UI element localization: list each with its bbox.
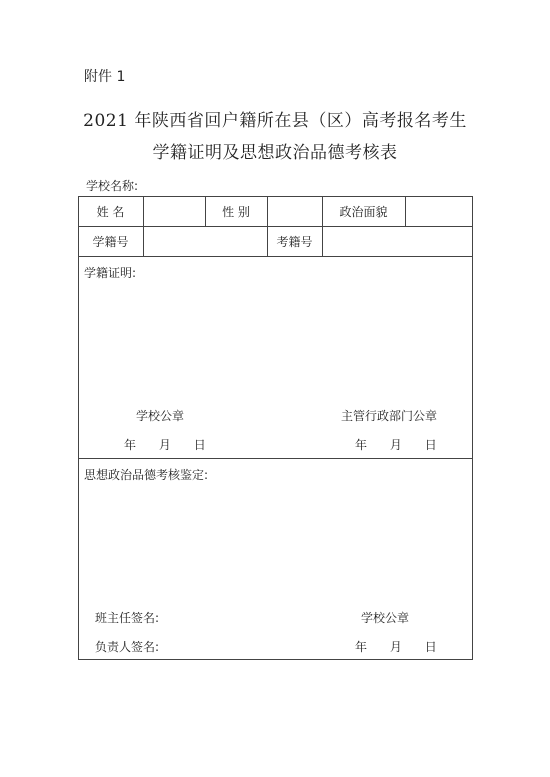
form-title-line1: 2021 年陕西省回户籍所在县（区）高考报名考生 [83, 111, 467, 131]
form-table [78, 196, 473, 660]
name-field[interactable] [144, 197, 205, 226]
teacher-sign-label: 班主任签名: [95, 611, 160, 625]
politics-field[interactable] [406, 197, 472, 226]
moral-date: 年 月 日 [355, 640, 437, 654]
status-proof-label: 学籍证明: [84, 266, 137, 280]
student-id-label: 学籍号 [92, 235, 129, 249]
moral-evaluation-label: 思想政治品德考核鉴定: [84, 468, 209, 482]
school-seal-label: 学校公章 [136, 409, 185, 423]
school-name-label: 学校名称: [86, 179, 139, 193]
authority-seal-label: 主管行政部门公章 [341, 409, 438, 423]
exam-id-field[interactable] [323, 227, 472, 256]
politics-label: 政治面貌 [339, 205, 388, 219]
status-date-right: 年 月 日 [355, 438, 437, 452]
exam-id-label: 考籍号 [276, 235, 313, 249]
form-title-line2: 学籍证明及思想政治品德考核表 [152, 143, 398, 163]
status-date-left: 年 月 日 [124, 438, 206, 452]
attachment-label: 附件 1 [84, 69, 126, 85]
gender-field[interactable] [268, 197, 322, 226]
name-label: 姓 名 [96, 205, 125, 219]
row-divider [78, 256, 473, 257]
leader-sign-label: 负责人签名: [95, 640, 160, 654]
student-id-field[interactable] [144, 227, 267, 256]
gender-label: 性 别 [222, 205, 250, 219]
section-divider [78, 458, 473, 459]
moral-school-seal-label: 学校公章 [361, 611, 410, 625]
